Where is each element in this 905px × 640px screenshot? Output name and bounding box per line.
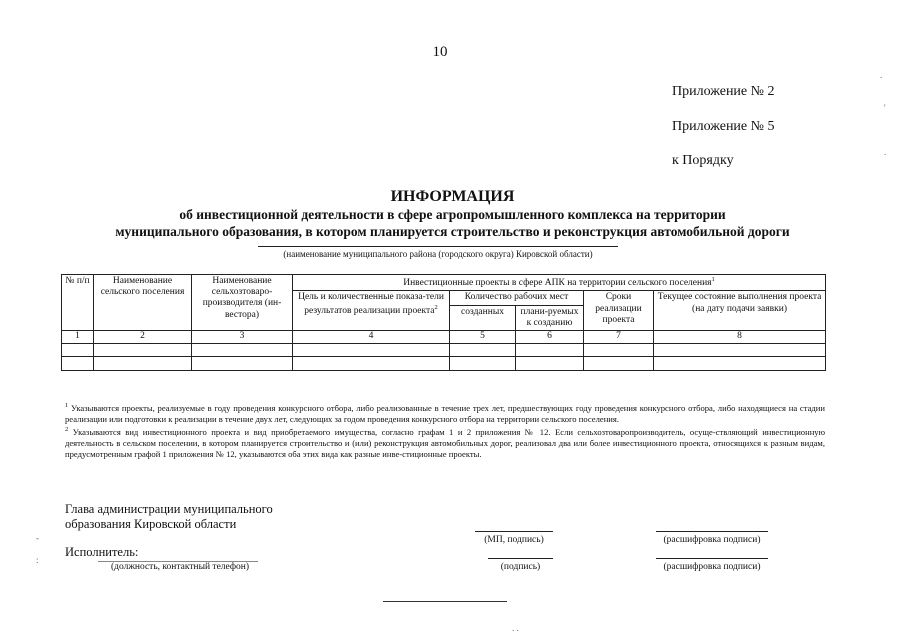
table-cell <box>516 356 584 370</box>
header-goal <box>293 291 450 331</box>
column-number-cell: 8 <box>654 330 826 343</box>
header-settlement: Наименование сельского поселения <box>94 275 192 331</box>
table-cell <box>584 343 654 356</box>
margin-mark: ' <box>884 103 886 113</box>
footnotes <box>65 402 825 460</box>
investment-table <box>61 274 826 371</box>
appendix-line-3: к Порядку <box>672 153 734 168</box>
closing-rule <box>383 601 507 602</box>
table-cell <box>62 356 94 370</box>
mp-signature-line <box>475 531 553 532</box>
head-title-line-2: образования Кировской области <box>65 517 237 531</box>
table-cell <box>584 356 654 370</box>
table-cell <box>192 343 293 356</box>
column-number-cell: 5 <box>450 330 516 343</box>
column-number-cell: 6 <box>516 330 584 343</box>
header-jobs-planned: плани-руемых к созданию <box>516 305 584 330</box>
document-subtitle-line-1: об инвестиционной деятельности в сфере агропромышленного комплекса на территории <box>179 207 726 222</box>
decode-signature-line-1 <box>656 531 768 532</box>
municipality-fill-line <box>258 246 618 247</box>
appendix-line-1: Приложение № 2 <box>672 84 775 99</box>
table-cell <box>450 343 516 356</box>
header-number: № п/п <box>62 275 94 331</box>
document-title: ИНФОРМАЦИЯ <box>390 188 515 205</box>
page-number: 10 <box>432 44 448 60</box>
table-cell <box>516 343 584 356</box>
appendix-line-2: Приложение № 5 <box>672 119 775 134</box>
footnote-ref-2: 2 <box>434 303 438 311</box>
header-projects-group-label: Инвестиционные проекты в сфере АПК на территории сельского поселения <box>403 278 712 289</box>
table-row <box>62 343 826 356</box>
footnote-1-text: Указываются проекты, реализуемые в году проведения конкурсного отбора, либо реализованные в течение трех лет, предшествующих году проведения конкурсного отбора, либо находящиеся на стадии реализации или подготовки к реализации в течение двух лет, следующих за годом проведения конкурсного отбора на территории сельского поселения. <box>65 402 825 425</box>
footnote-2-text: Указываются вид инвестиционного проекта и вид приобретаемого имущества, согласно графам 1 и 2 приложения № 12. Если сельхозтоваропроизводитель, осуще-ствляющий инвестиционную деятельность в сельском поселении, в котором планируется строительство и (или) реконструкция автомобильных дорог, реализовал два или более инвестиционного проекта, относящихся к разным видам, предусмотренным графой 1 приложения № 12, указываются оба этих вида как разные инве-стиционные проекты. <box>65 426 826 460</box>
column-number-cell: 3 <box>192 330 293 343</box>
footnote-ref-1: 1 <box>711 276 715 283</box>
table-cell <box>654 356 826 370</box>
table-cell <box>94 343 192 356</box>
footnote-1-mark: 1 <box>65 402 69 409</box>
table-cell <box>654 343 826 356</box>
margin-mark: . <box>884 147 887 157</box>
header-projects-group <box>293 275 826 291</box>
column-number-cell: 1 <box>62 330 94 343</box>
footnote-2-mark: 2 <box>65 425 69 433</box>
footnote-2 <box>65 426 825 461</box>
head-title-line-1: Глава администрации муниципального <box>65 502 273 516</box>
decode-signature-caption-2: (расшифровка подписи) <box>663 562 761 572</box>
margin-mark: - <box>36 533 39 543</box>
header-goal-label: Цель и количественные показа-тели результатов реализации проекта <box>298 292 444 316</box>
column-number-cell: 4 <box>293 330 450 343</box>
header-producer: Наименование сельхозтоваро-производителя (ин-вестора) <box>192 275 293 331</box>
decode-signature-caption-1: (расшифровка подписи) <box>663 535 761 545</box>
table-cell <box>450 356 516 370</box>
table-cell <box>94 356 192 370</box>
table-cell <box>293 343 450 356</box>
executor-position-caption: (должность, контактный телефон) <box>110 562 250 572</box>
table-cell <box>293 356 450 370</box>
header-terms: Сроки реализации проекта <box>584 291 654 331</box>
footnote-1 <box>65 402 825 426</box>
municipality-caption: (наименование муниципального района (городского округа) Кировской области) <box>283 249 593 259</box>
table-row <box>62 356 826 370</box>
column-number-cell: 2 <box>94 330 192 343</box>
margin-mark: : <box>36 555 39 565</box>
margin-mark: . . <box>512 623 519 633</box>
signature-line <box>488 558 553 559</box>
document-subtitle-line-2: муниципального образования, в котором планируется строительство и реконструкция автомобильной дороги <box>115 224 790 239</box>
column-number-cell: 7 <box>584 330 654 343</box>
table-cell <box>192 356 293 370</box>
header-jobs: Количество рабочих мест <box>450 291 584 305</box>
header-status: Текущее состояние выполнения проекта (на дату подачи заявки) <box>654 291 826 331</box>
table-cell <box>62 343 94 356</box>
header-jobs-created: созданных <box>450 305 516 330</box>
mp-signature-caption: (МП, подпись) <box>484 535 544 545</box>
signature-caption: (подпись) <box>500 562 541 572</box>
executor-label: Исполнитель: <box>65 545 139 559</box>
decode-signature-line-2 <box>656 558 768 559</box>
margin-mark: . <box>880 70 883 80</box>
